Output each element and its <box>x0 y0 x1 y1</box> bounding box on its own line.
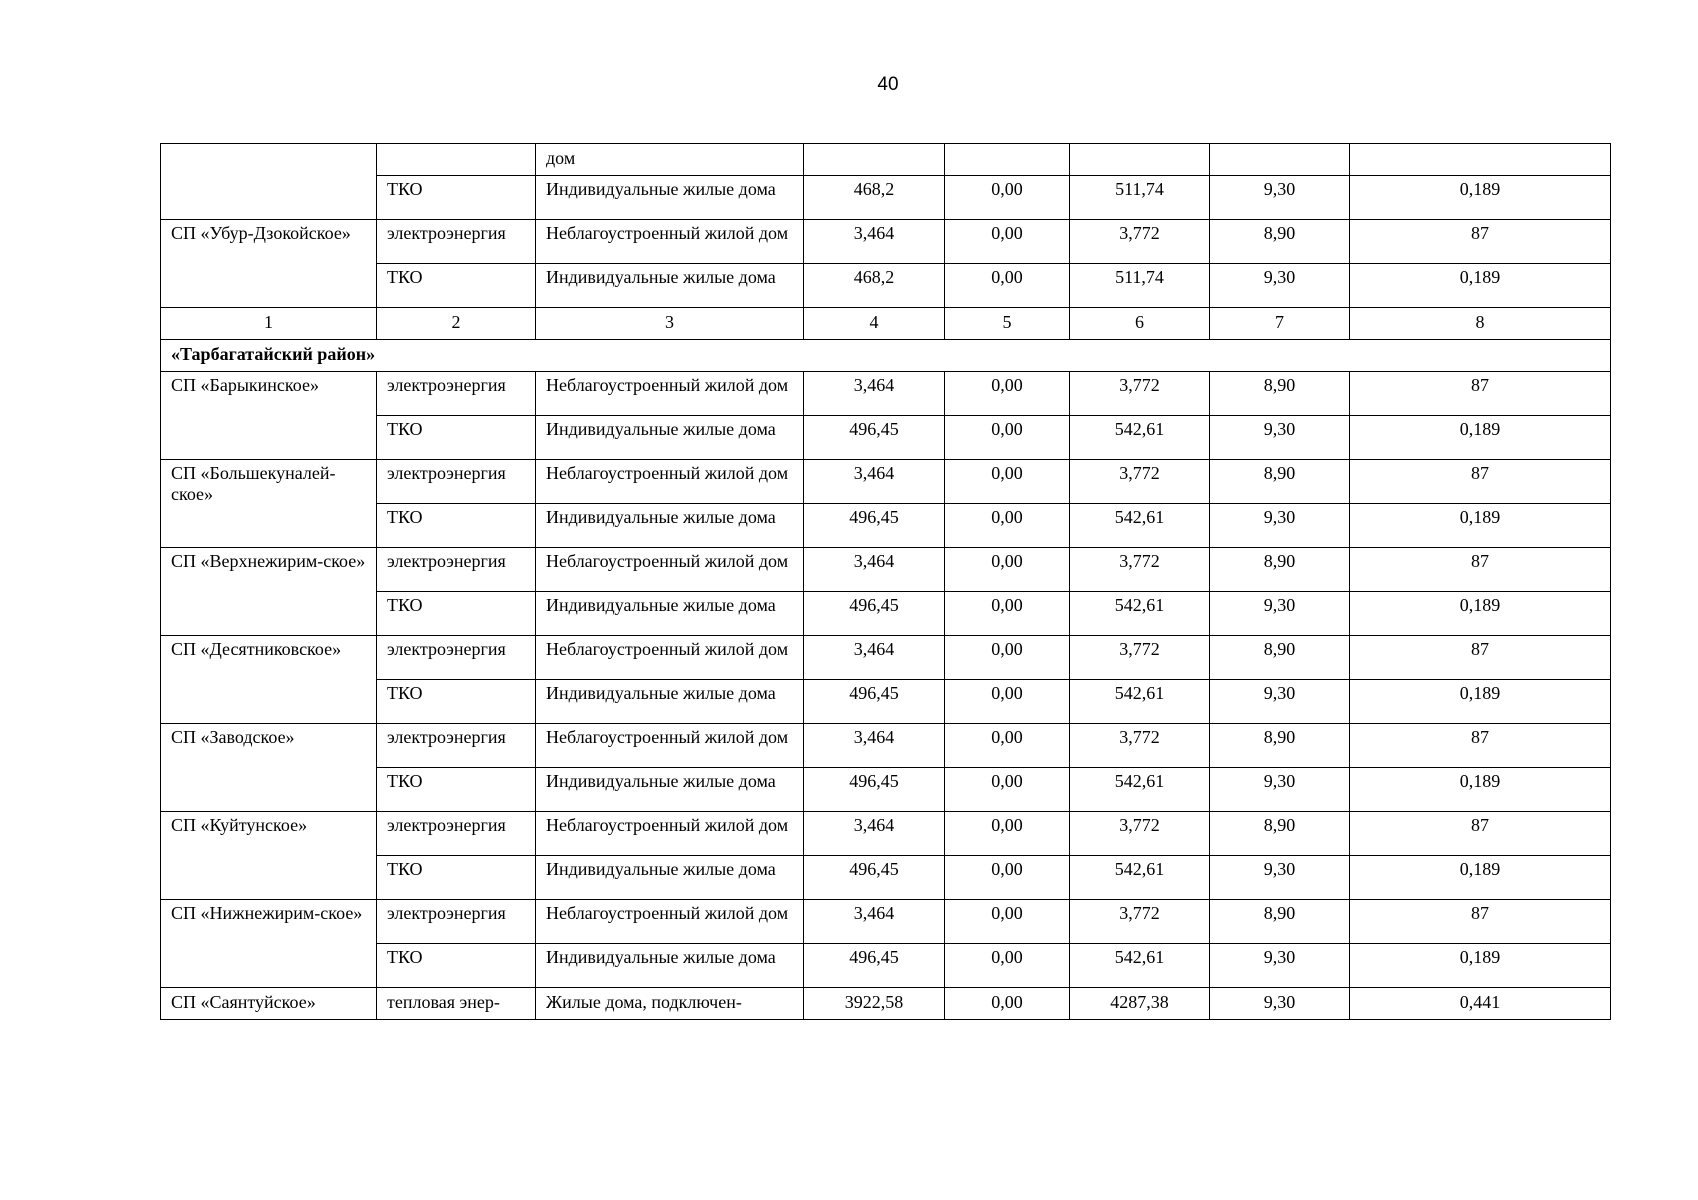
settlement-cell: СП «Саянтуйское» <box>161 988 377 1020</box>
value-cell: 542,61 <box>1070 856 1210 900</box>
region-heading: «Тарбагатайский район» <box>161 340 1611 372</box>
table-row <box>161 264 1611 308</box>
category-cell: Индивидуальные жилые дома <box>536 416 804 460</box>
resource-cell: электроэнергия <box>377 900 536 944</box>
value-cell: 511,74 <box>1070 264 1210 308</box>
value-cell: 9,30 <box>1210 176 1350 220</box>
value-cell: 3,464 <box>804 636 945 680</box>
value-cell: 8,90 <box>1210 220 1350 264</box>
value-cell: 87 <box>1350 900 1611 944</box>
value-cell: 3922,58 <box>804 988 945 1020</box>
category-cell: Неблагоустроенный жилой дом <box>536 460 804 504</box>
table-row <box>161 724 1611 768</box>
value-cell: 87 <box>1350 812 1611 856</box>
table-row <box>161 504 1611 548</box>
table-row <box>161 988 1611 1020</box>
value-cell: 9,30 <box>1210 768 1350 812</box>
settlement-cell: СП «Заводское» <box>161 724 377 812</box>
settlement-cell: СП «Верхнежирим-ское» <box>161 548 377 636</box>
value-cell: 87 <box>1350 548 1611 592</box>
table-row <box>161 856 1611 900</box>
value-cell: 0,00 <box>945 900 1070 944</box>
settlement-cell: СП «Куйтунское» <box>161 812 377 900</box>
value-cell: 0,00 <box>945 592 1070 636</box>
resource-cell: электроэнергия <box>377 548 536 592</box>
value-cell: 542,61 <box>1070 504 1210 548</box>
table-row <box>161 680 1611 724</box>
category-cell: Неблагоустроенный жилой дом <box>536 900 804 944</box>
value-cell: 3,464 <box>804 724 945 768</box>
value-cell: 3,464 <box>804 812 945 856</box>
value-cell: 9,30 <box>1210 504 1350 548</box>
resource-cell: ТКО <box>377 680 536 724</box>
value-cell: 496,45 <box>804 592 945 636</box>
category-cell: Индивидуальные жилые дома <box>536 264 804 308</box>
category-cell: Неблагоустроенный жилой дом <box>536 220 804 264</box>
table-row <box>161 372 1611 416</box>
value-cell: 9,30 <box>1210 592 1350 636</box>
resource-cell: электроэнергия <box>377 636 536 680</box>
column-number-row <box>161 308 1611 340</box>
value-cell: 0,00 <box>945 680 1070 724</box>
table-row <box>161 416 1611 460</box>
region-row <box>161 340 1611 372</box>
value-cell <box>1350 144 1611 176</box>
value-cell: 3,772 <box>1070 900 1210 944</box>
table-row <box>161 768 1611 812</box>
value-cell: 0,00 <box>945 944 1070 988</box>
value-cell: 496,45 <box>804 944 945 988</box>
value-cell: 9,30 <box>1210 856 1350 900</box>
value-cell: 87 <box>1350 460 1611 504</box>
value-cell: 496,45 <box>804 680 945 724</box>
value-cell: 0,00 <box>945 768 1070 812</box>
value-cell: 3,464 <box>804 548 945 592</box>
table-row <box>161 900 1611 944</box>
category-cell: Индивидуальные жилые дома <box>536 768 804 812</box>
resource-cell <box>377 144 536 176</box>
value-cell: 0,189 <box>1350 264 1611 308</box>
table-row <box>161 944 1611 988</box>
value-cell: 0,189 <box>1350 944 1611 988</box>
value-cell: 0,00 <box>945 264 1070 308</box>
value-cell: 8,90 <box>1210 372 1350 416</box>
category-cell: Неблагоустроенный жилой дом <box>536 548 804 592</box>
settlement-cell: СП «Барыкинское» <box>161 372 377 460</box>
value-cell: 496,45 <box>804 416 945 460</box>
resource-cell: ТКО <box>377 944 536 988</box>
value-cell: 542,61 <box>1070 416 1210 460</box>
column-number: 6 <box>1070 308 1210 340</box>
value-cell: 0,00 <box>945 636 1070 680</box>
settlement-cell: СП «Десятниковское» <box>161 636 377 724</box>
value-cell: 0,189 <box>1350 856 1611 900</box>
value-cell: 496,45 <box>804 504 945 548</box>
settlement-cell: СП «Нижнежирим-ское» <box>161 900 377 988</box>
value-cell: 87 <box>1350 220 1611 264</box>
value-cell: 468,2 <box>804 264 945 308</box>
value-cell <box>1070 144 1210 176</box>
column-number: 4 <box>804 308 945 340</box>
value-cell: 0,189 <box>1350 592 1611 636</box>
value-cell: 542,61 <box>1070 944 1210 988</box>
resource-cell: ТКО <box>377 504 536 548</box>
table-row <box>161 220 1611 264</box>
resource-cell: ТКО <box>377 768 536 812</box>
table-row <box>161 176 1611 220</box>
table-row <box>161 144 1611 176</box>
category-cell: Индивидуальные жилые дома <box>536 680 804 724</box>
table-row <box>161 460 1611 504</box>
category-cell: Индивидуальные жилые дома <box>536 592 804 636</box>
value-cell: 0,00 <box>945 812 1070 856</box>
value-cell: 3,772 <box>1070 460 1210 504</box>
value-cell: 9,30 <box>1210 680 1350 724</box>
settlement-cell <box>161 144 377 220</box>
value-cell: 468,2 <box>804 176 945 220</box>
category-cell: Жилые дома, подключен- <box>536 988 804 1020</box>
value-cell: 0,00 <box>945 372 1070 416</box>
value-cell: 0,189 <box>1350 504 1611 548</box>
value-cell: 4287,38 <box>1070 988 1210 1020</box>
value-cell: 0,189 <box>1350 176 1611 220</box>
category-cell: Неблагоустроенный жилой дом <box>536 812 804 856</box>
value-cell: 8,90 <box>1210 812 1350 856</box>
category-cell: дом <box>536 144 804 176</box>
value-cell: 0,00 <box>945 220 1070 264</box>
value-cell: 0,00 <box>945 548 1070 592</box>
table-row <box>161 636 1611 680</box>
value-cell: 3,464 <box>804 460 945 504</box>
resource-cell: ТКО <box>377 416 536 460</box>
value-cell: 3,772 <box>1070 220 1210 264</box>
column-number: 8 <box>1350 308 1611 340</box>
resource-cell: электроэнергия <box>377 220 536 264</box>
value-cell: 0,189 <box>1350 416 1611 460</box>
value-cell: 511,74 <box>1070 176 1210 220</box>
value-cell: 3,772 <box>1070 548 1210 592</box>
value-cell: 0,00 <box>945 724 1070 768</box>
value-cell: 8,90 <box>1210 900 1350 944</box>
column-number: 1 <box>161 308 377 340</box>
category-cell: Неблагоустроенный жилой дом <box>536 724 804 768</box>
value-cell: 3,772 <box>1070 636 1210 680</box>
settlement-cell: СП «Большекуналей-ское» <box>161 460 377 548</box>
column-number: 5 <box>945 308 1070 340</box>
value-cell: 3,464 <box>804 372 945 416</box>
category-cell: Неблагоустроенный жилой дом <box>536 372 804 416</box>
resource-cell: электроэнергия <box>377 460 536 504</box>
value-cell: 9,30 <box>1210 988 1350 1020</box>
tariff-table <box>160 143 1611 1020</box>
value-cell: 87 <box>1350 372 1611 416</box>
value-cell: 0,189 <box>1350 680 1611 724</box>
value-cell: 496,45 <box>804 856 945 900</box>
value-cell: 8,90 <box>1210 724 1350 768</box>
category-cell: Индивидуальные жилые дома <box>536 856 804 900</box>
value-cell <box>945 144 1070 176</box>
resource-cell: ТКО <box>377 264 536 308</box>
value-cell: 9,30 <box>1210 416 1350 460</box>
category-cell: Индивидуальные жилые дома <box>536 504 804 548</box>
table-row <box>161 812 1611 856</box>
resource-cell: электроэнергия <box>377 812 536 856</box>
value-cell: 0,00 <box>945 176 1070 220</box>
column-number: 2 <box>377 308 536 340</box>
value-cell: 8,90 <box>1210 460 1350 504</box>
resource-cell: ТКО <box>377 592 536 636</box>
resource-cell: электроэнергия <box>377 372 536 416</box>
table-row <box>161 592 1611 636</box>
resource-cell: электроэнергия <box>377 724 536 768</box>
value-cell <box>804 144 945 176</box>
value-cell: 0,00 <box>945 416 1070 460</box>
value-cell: 8,90 <box>1210 548 1350 592</box>
value-cell: 87 <box>1350 724 1611 768</box>
category-cell: Индивидуальные жилые дома <box>536 944 804 988</box>
resource-cell: ТКО <box>377 176 536 220</box>
category-cell: Неблагоустроенный жилой дом <box>536 636 804 680</box>
value-cell: 0,00 <box>945 856 1070 900</box>
value-cell: 3,772 <box>1070 724 1210 768</box>
value-cell: 87 <box>1350 636 1611 680</box>
column-number: 7 <box>1210 308 1350 340</box>
value-cell: 9,30 <box>1210 264 1350 308</box>
resource-cell: тепловая энер- <box>377 988 536 1020</box>
value-cell: 3,464 <box>804 900 945 944</box>
value-cell: 8,90 <box>1210 636 1350 680</box>
value-cell: 542,61 <box>1070 680 1210 724</box>
value-cell: 0,00 <box>945 988 1070 1020</box>
value-cell: 542,61 <box>1070 592 1210 636</box>
value-cell: 0,00 <box>945 460 1070 504</box>
value-cell: 542,61 <box>1070 768 1210 812</box>
value-cell: 0,00 <box>945 504 1070 548</box>
resource-cell: ТКО <box>377 856 536 900</box>
value-cell: 9,30 <box>1210 944 1350 988</box>
value-cell: 0,189 <box>1350 768 1611 812</box>
value-cell <box>1210 144 1350 176</box>
column-number: 3 <box>536 308 804 340</box>
value-cell: 3,772 <box>1070 812 1210 856</box>
value-cell: 0,441 <box>1350 988 1611 1020</box>
value-cell: 3,772 <box>1070 372 1210 416</box>
category-cell: Индивидуальные жилые дома <box>536 176 804 220</box>
table-row <box>161 548 1611 592</box>
value-cell: 496,45 <box>804 768 945 812</box>
value-cell: 3,464 <box>804 220 945 264</box>
page-number: 40 <box>877 74 899 95</box>
settlement-cell: СП «Убур-Дзокойское» <box>161 220 377 308</box>
